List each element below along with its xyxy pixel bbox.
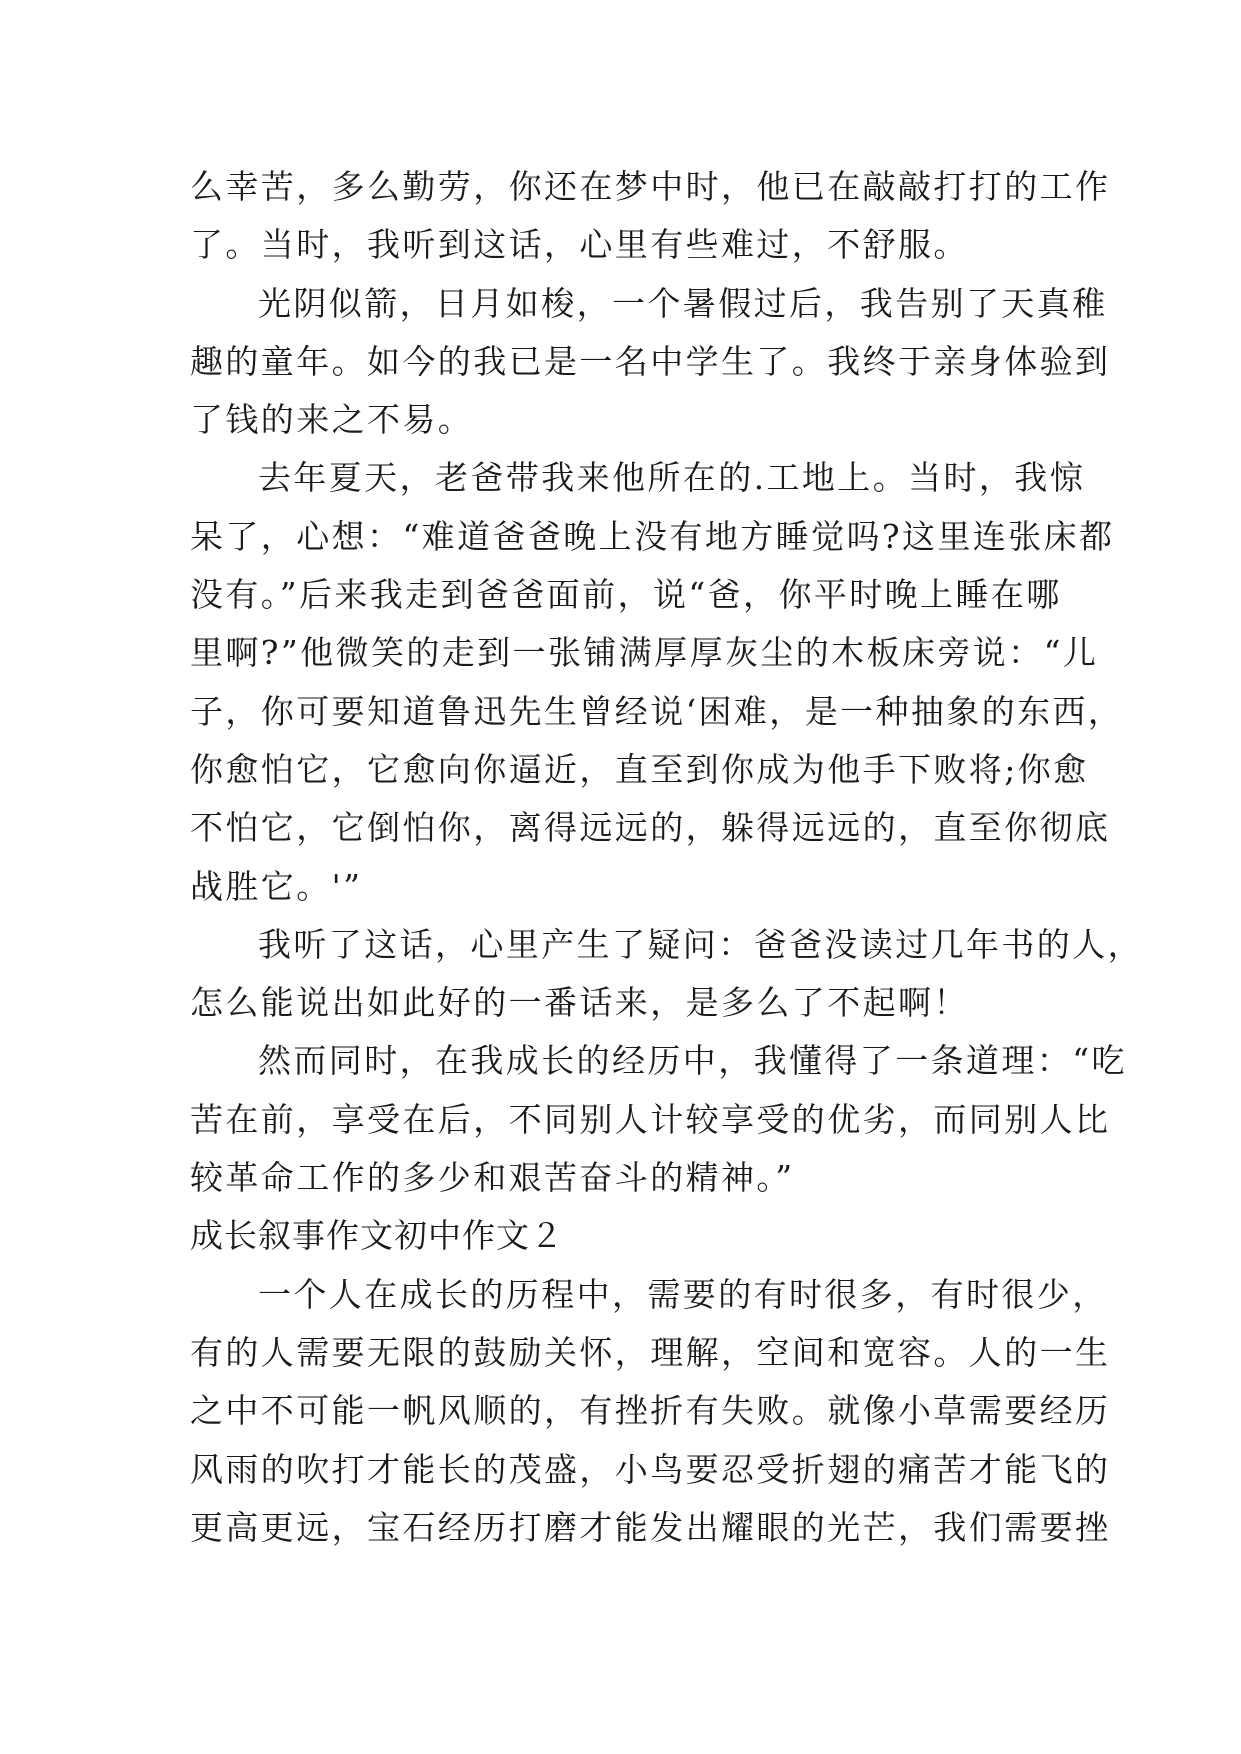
text-line: 之中不可能一帆风顺的，有挫折有失败。就像小草需要经历: [190, 1391, 1111, 1431]
text-line: 风雨的吹打才能长的茂盛，小鸟要忍受折翅的痛苦才能飞的: [190, 1449, 1111, 1489]
text-line: 里啊?”他微笑的走到一张铺满厚厚灰尘的木板床旁说：“儿: [190, 633, 1099, 673]
paragraph-start-line: 一个人在成长的历程中，需要的有时很多，有时很少，: [258, 1274, 1108, 1314]
document-page: [190, 158, 1143, 1557]
text-line: 呆了，心想：“难道爸爸晚上没有地方睡觉吗?这里连张床都: [190, 516, 1115, 556]
text-line: 较革命工作的多少和艰苦奋斗的精神。”: [190, 1158, 795, 1198]
section-heading: 成长叙事作文初中作文２: [190, 1216, 564, 1256]
paragraph-start-line: 去年夏天，老爸带我来他所在的.工地上。当时，我惊: [258, 458, 1086, 498]
paragraph-start-line: 我听了这话，心里产生了疑问：爸爸没读过几年书的人，: [258, 924, 1143, 964]
text-line: 有的人需要无限的鼓励关怀，理解，空间和宽容。人的一生: [190, 1332, 1111, 1372]
text-line: 更高更远，宝石经历打磨才能发出耀眼的光芒，我们需要挫: [190, 1507, 1111, 1547]
text-line: 怎么能说出如此好的一番话来，是多么了不起啊！: [190, 983, 969, 1023]
text-line: 子，你可要知道鲁迅先生曾经说‘困难，是一种抽象的东西，: [190, 691, 1124, 731]
text-line: 战胜它。'”: [190, 866, 363, 906]
text-line: 没有。”后来我走到爸爸面前，说“爸，你平时晚上睡在哪: [190, 575, 1062, 615]
text-line: 了钱的来之不易。: [190, 400, 474, 440]
text-line: 你愈怕它，它愈向你逼近，直至到你成为他手下败将;你愈: [190, 749, 1089, 789]
text-line: 苦在前，享受在后，不同别人计较享受的优劣，而同别人比: [190, 1099, 1111, 1139]
paragraph-start-line: 然而同时，在我成长的经历中，我懂得了一条道理：“吃: [258, 1041, 1127, 1081]
text-line: 趣的童年。如今的我已是一名中学生了。我终于亲身体验到: [190, 341, 1111, 381]
text-line: 了。当时，我听到这话，心里有些难过，不舒服。: [190, 225, 969, 265]
text-line: 不怕它，它倒怕你，离得远远的，躲得远远的，直至你彻底: [190, 808, 1111, 848]
paragraph-start-line: 光阴似箭，日月如梭，一个暑假过后，我告别了天真稚: [258, 283, 1108, 323]
text-line: 么幸苦，多么勤劳，你还在梦中时，他已在敲敲打打的工作: [190, 167, 1111, 206]
